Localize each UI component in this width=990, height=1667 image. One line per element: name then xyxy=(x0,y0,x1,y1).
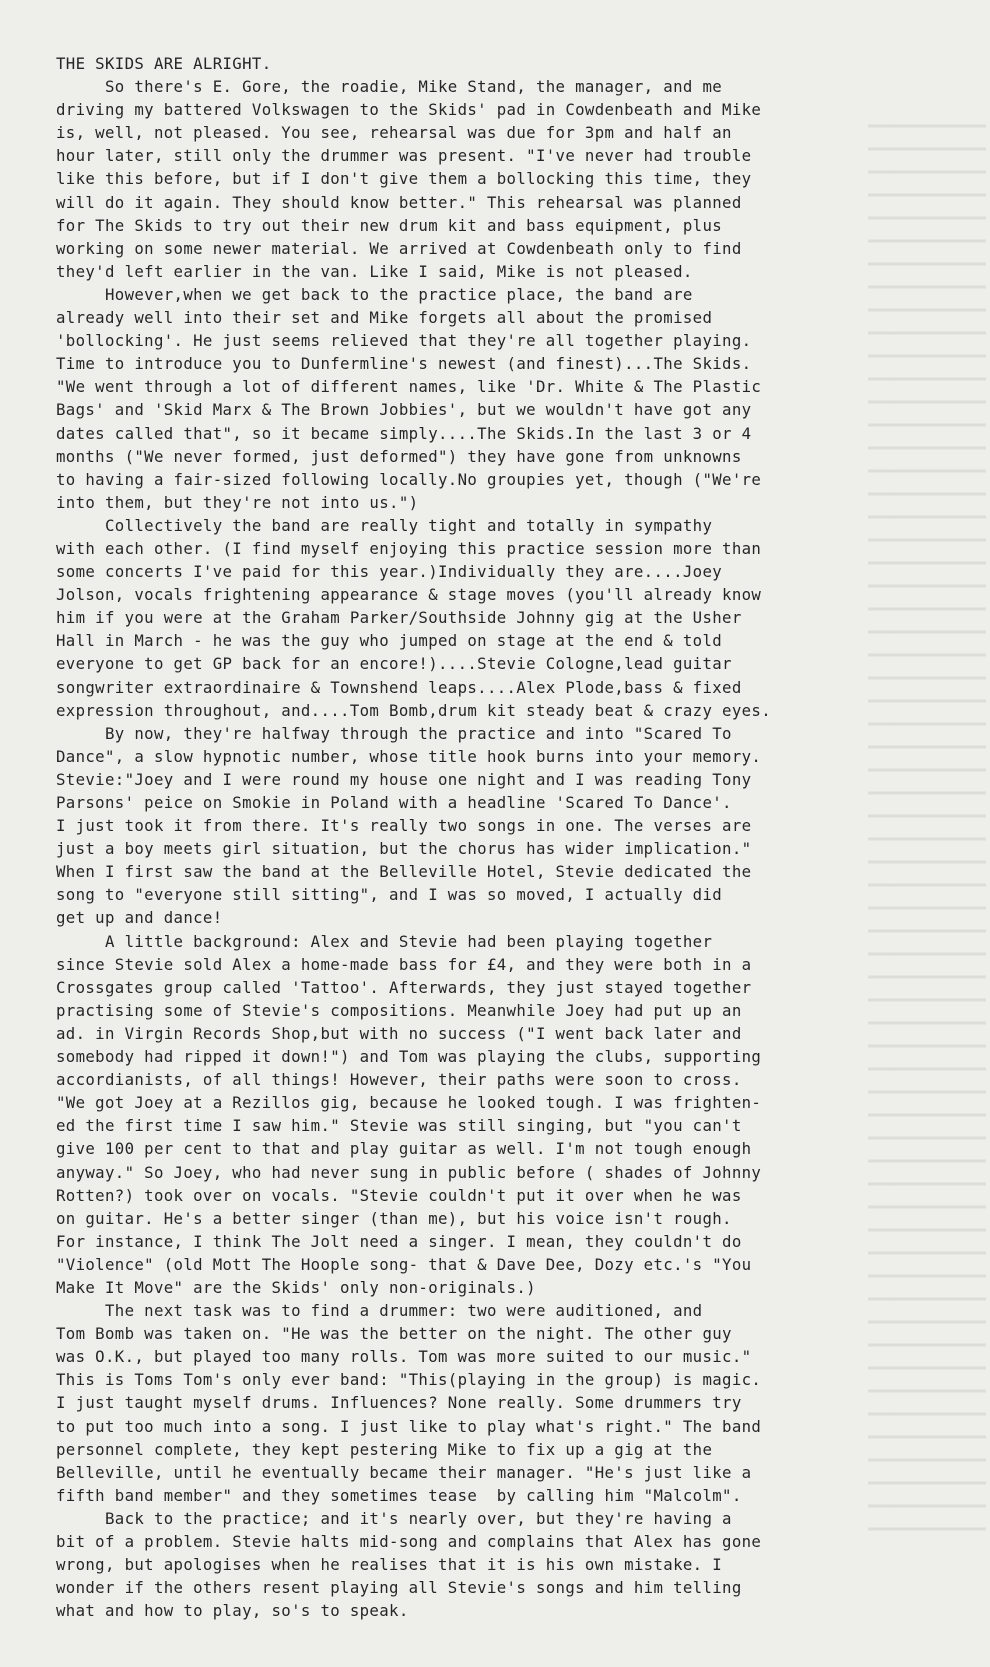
text-line: everyone to get GP back for an encore!)....Stevie Cologne,lead guitar xyxy=(56,654,732,674)
text-line: dates called that", so it became simply....The Skids.In the last 3 or 4 xyxy=(56,423,752,443)
text-line: driving my battered Volkswagen to the Skids' pad in Cowdenbeath and Mike xyxy=(56,100,762,120)
text-line: they'd left earlier in the van. Like I said, Mike is not pleased. xyxy=(56,261,693,281)
text-line: is, well, not pleased. You see, rehearsal was due for 3pm and half an xyxy=(56,123,732,143)
text-line: Make It Move" are the Skids' only non-originals.) xyxy=(56,1277,536,1297)
text-line: Time to introduce you to Dunfermline's newest (and finest)...The Skids. xyxy=(56,354,752,374)
text-line: on guitar. He's a better singer (than me), but his voice isn't rough. xyxy=(56,1208,732,1228)
text-line: Rotten?) took over on vocals. "Stevie couldn't put it over when he was xyxy=(56,1185,742,1205)
text-line: Stevie:"Joey and I were round my house one night and I was reading Tony xyxy=(56,769,752,789)
text-line: I just taught myself drums. Influences? None really. Some drummers try xyxy=(56,1393,742,1413)
text-line: wonder if the others resent playing all Stevie's songs and him telling xyxy=(56,1578,742,1598)
text-line: like this before, but if I don't give them a bollocking this time, they xyxy=(56,169,752,189)
text-line: 'bollocking'. He just seems relieved that they're all together playing. xyxy=(56,331,752,351)
text-line: get up and dance! xyxy=(56,908,223,928)
text-line: anyway." So Joey, who had never sung in public before ( shades of Johnny xyxy=(56,1162,762,1182)
article-title: THE SKIDS ARE ALRIGHT. xyxy=(56,54,272,73)
text-line: accordianists, of all things! However, their paths were soon to cross. xyxy=(56,1070,742,1090)
text-line: already well into their set and Mike forgets all about the promised xyxy=(56,308,713,328)
text-line: Belleville, until he eventually became their manager. "He's just like a xyxy=(56,1462,752,1482)
text-line: song to "everyone still sitting", and I was so moved, I actually did xyxy=(56,885,723,905)
text-line: By now, they're halfway through the practice and into "Scared To xyxy=(56,723,732,743)
text-line: For instance, I think The Jolt need a singer. I mean, they couldn't do xyxy=(56,1231,742,1251)
text-line: ad. in Virgin Records Shop,but with no success ("I went back later and xyxy=(56,1023,742,1043)
text-line: into them, but they're not into us.") xyxy=(56,492,419,512)
text-line: fifth band member" and they sometimes tease by calling him "Malcolm". xyxy=(56,1485,742,1505)
text-line: The next task was to find a drummer: two were auditioned, and xyxy=(56,1301,703,1321)
text-line: to having a fair-sized following locally.No groupies yet, though ("We're xyxy=(56,469,762,489)
text-line: Parsons' peice on Smokie in Poland with a headline 'Scared To Dance'. xyxy=(56,793,732,812)
text-line: will do it again. They should know better." This rehearsal was planned xyxy=(56,192,742,212)
text-line: give 100 per cent to that and play guitar as well. I'm not tough enough xyxy=(56,1139,752,1159)
text-line: Hall in March - he was the guy who jumped on stage at the end & told xyxy=(56,631,723,651)
text-line: "We got Joey at a Rezillos gig, because he looked tough. I was frighten- xyxy=(56,1093,762,1113)
text-line: Tom Bomb was taken on. "He was the better on the night. The other guy xyxy=(56,1324,732,1344)
text-line: bit of a problem. Stevie halts mid-song and complains that Alex has gone xyxy=(56,1532,762,1551)
text-line: hour later, still only the drummer was present. "I've never had trouble xyxy=(56,146,752,166)
text-line: with each other. (I find myself enjoying this practice session more than xyxy=(56,538,762,558)
text-line: what and how to play, so's to speak. xyxy=(56,1601,409,1621)
text-line: personnel complete, they kept pestering Mike to fix up a gig at the xyxy=(56,1439,713,1459)
text-line: to put too much into a song. I just like to play what's right." The band xyxy=(56,1416,762,1436)
text-line: for The Skids to try out their new drum kit and bass equipment, plus xyxy=(56,215,723,235)
article-text xyxy=(56,52,916,1622)
text-line: Bags' and 'Skid Marx & The Brown Jobbies', but we wouldn't have got any xyxy=(56,400,752,420)
text-line: Jolson, vocals frightening appearance & stage moves (you'll already know xyxy=(56,585,762,605)
text-line: Crossgates group called 'Tattoo'. Afterwards, they just stayed together xyxy=(56,977,752,997)
text-line: just a boy meets girl situation, but the chorus has wider implication." xyxy=(56,839,752,859)
text-line: "Violence" (old Mott The Hoople song- that & Dave Dee, Dozy etc.'s "You xyxy=(56,1254,752,1274)
text-line: When I first saw the band at the Belleville Hotel, Stevie dedicated the xyxy=(56,862,752,882)
text-line: ed the first time I saw him." Stevie was still singing, but "you can't xyxy=(56,1116,742,1136)
text-line: was O.K., but played too many rolls. Tom was more suited to our music." xyxy=(56,1347,752,1367)
text-line: However,when we get back to the practice place, the band are xyxy=(56,284,693,304)
text-line: A little background: Alex and Stevie had been playing together xyxy=(56,931,713,951)
text-line: I just took it from there. It's really two songs in one. The verses are xyxy=(56,816,752,836)
text-line: expression throughout, and....Tom Bomb,drum kit steady beat & crazy eyes. xyxy=(56,700,772,720)
text-line: working on some newer material. We arrived at Cowdenbeath only to find xyxy=(56,238,742,258)
text-line: him if you were at the Graham Parker/Southside Johnny gig at the Usher xyxy=(56,608,742,628)
text-line: Back to the practice; and it's nearly over, but they're having a xyxy=(56,1508,732,1528)
text-line: Dance", a slow hypnotic number, whose title hook burns into your memory. xyxy=(56,746,762,766)
text-line: Collectively the band are really tight and totally in sympathy xyxy=(56,515,713,535)
text-line: practising some of Stevie's compositions. Meanwhile Joey had put up an xyxy=(56,1000,742,1020)
text-line: somebody had ripped it down!") and Tom was playing the clubs, supporting xyxy=(56,1047,762,1067)
text-line: months ("We never formed, just deformed") they have gone from unknowns xyxy=(56,446,742,466)
text-line: wrong, but apologises when he realises that it is his own mistake. I xyxy=(56,1555,723,1575)
text-line: songwriter extraordinaire & Townshend leaps....Alex Plode,bass & fixed xyxy=(56,677,742,697)
text-line: since Stevie sold Alex a home-made bass for £4, and they were both in a xyxy=(56,954,752,974)
text-line: So there's E. Gore, the roadie, Mike Stand, the manager, and me xyxy=(56,77,723,97)
text-line: "We went through a lot of different names, like 'Dr. White & The Plastic xyxy=(56,377,762,397)
text-line: This is Toms Tom's only ever band: "This(playing in the group) is magic. xyxy=(56,1370,762,1390)
text-line: some concerts I've paid for this year.)Individually they are....Joey xyxy=(56,562,723,582)
